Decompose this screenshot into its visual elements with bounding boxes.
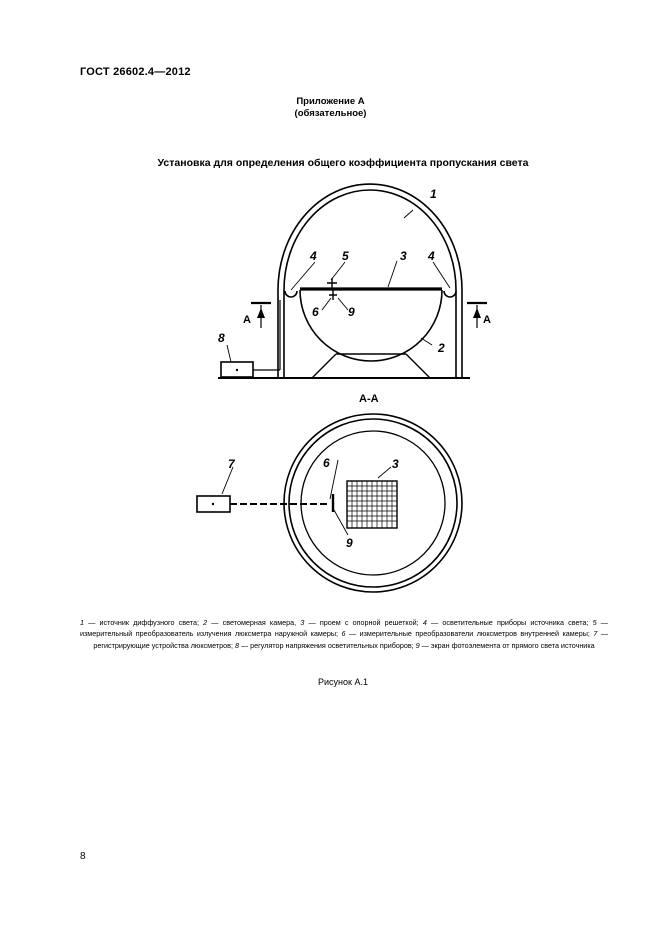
- label-6: 6: [312, 305, 319, 319]
- legend-number: 9: [415, 640, 420, 650]
- label-3-plan: 3: [392, 457, 399, 471]
- legend-number: 6: [341, 629, 346, 639]
- chamber-support: [312, 354, 430, 378]
- legend-text: — проем с опорной решеткой;: [304, 618, 423, 627]
- outer-dome-inner: [284, 190, 456, 378]
- light-fixture-left: [285, 291, 297, 297]
- section-letter-right: А: [483, 314, 491, 326]
- legend-number: 2: [203, 618, 208, 627]
- legend-number: 4: [422, 618, 427, 627]
- label-9: 9: [348, 305, 355, 319]
- legend-text: — измерительный преобразователь излучения люксметра наружной камеры;: [80, 618, 608, 639]
- legend-number: 5: [592, 618, 597, 627]
- label-7: 7: [228, 457, 235, 471]
- label-2: 2: [438, 341, 445, 355]
- label-3: 3: [400, 249, 407, 263]
- label-6-plan: 6: [323, 456, 330, 470]
- legend-text: — регулятор напряжения осветительных приборов;: [238, 640, 416, 650]
- label-8: 8: [218, 331, 225, 345]
- outer-sensor: [327, 278, 337, 289]
- legend-text: — регистрирующие устройства люксметров;: [93, 629, 609, 650]
- section-title: А-А: [359, 393, 379, 405]
- figure-heading: Установка для определения общего коэффициента пропускания света: [157, 157, 529, 169]
- legend-text: — экран фотоэлемента от прямого света источника: [419, 640, 595, 650]
- light-fixture-right: [444, 291, 456, 297]
- appendix-status: (обязательное): [294, 108, 367, 119]
- section-letter-left: А: [243, 314, 251, 326]
- document-header: ГОСТ 26602.4—2012: [80, 66, 191, 78]
- photometric-chamber: [300, 290, 442, 361]
- label-5: 5: [342, 249, 349, 263]
- figure-label: Рисунок А.1: [318, 677, 368, 687]
- legend-text: — источник диффузного света;: [84, 618, 204, 627]
- figure-legend: [80, 617, 608, 651]
- legend-number: 8: [234, 640, 239, 650]
- section-arrowhead-right: [473, 308, 481, 318]
- label-1: 1: [430, 187, 437, 201]
- legend-number: 3: [300, 618, 305, 627]
- legend-number: 1: [80, 618, 84, 627]
- appendix-label: Приложение А: [296, 96, 365, 107]
- legend-number: 7: [593, 629, 598, 639]
- label-4-right: 4: [428, 249, 435, 263]
- page-number: 8: [80, 851, 86, 862]
- reference-grid: [347, 481, 397, 528]
- outer-dome: [278, 184, 462, 378]
- section-arrowhead-left: [257, 308, 265, 318]
- label-4-left: 4: [310, 249, 317, 263]
- legend-text: — светомерная камера,: [207, 618, 301, 627]
- legend-text: — измерительные преобразователи люксметров внутренней камеры;: [345, 629, 594, 639]
- legend-text: — осветительные приборы источника света;: [426, 618, 593, 627]
- label-9-plan: 9: [346, 536, 353, 550]
